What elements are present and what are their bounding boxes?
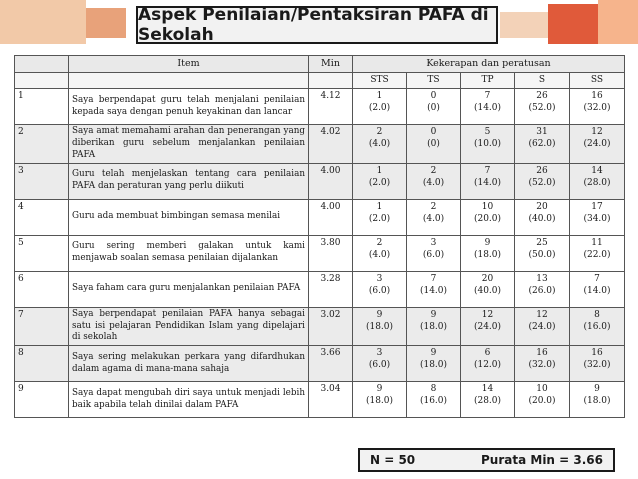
row-frequency-cell bbox=[353, 271, 407, 307]
frequency-percent: (16.0) bbox=[419, 396, 448, 407]
row-item-text: Saya dapat mengubah diri saya untuk menjadi lebih baik apabila telah dinilai dalam PAFA bbox=[69, 382, 309, 418]
decor-block-right bbox=[548, 4, 598, 44]
table-row bbox=[15, 307, 625, 346]
frequency-percent: (18.0) bbox=[419, 360, 448, 371]
frequency-count: 1 bbox=[376, 91, 383, 101]
row-min: 3.28 bbox=[309, 271, 353, 307]
frequency-count: 16 bbox=[591, 91, 603, 101]
row-frequency-cell bbox=[461, 125, 515, 164]
row-min: 3.80 bbox=[309, 235, 353, 271]
table-row bbox=[15, 271, 625, 307]
table-row bbox=[15, 382, 625, 418]
frequency-count: 17 bbox=[591, 201, 603, 212]
table-row bbox=[15, 125, 625, 164]
row-min: 3.66 bbox=[309, 346, 353, 382]
row-frequency-cell bbox=[570, 199, 625, 235]
row-frequency-cell bbox=[407, 125, 461, 164]
row-frequency-cell bbox=[461, 271, 515, 307]
frequency-percent: (14.0) bbox=[583, 285, 611, 296]
frequency-count: 9 bbox=[376, 309, 383, 320]
row-frequency-cell bbox=[515, 163, 570, 199]
scale-tp: TP bbox=[461, 73, 515, 89]
row-item-text: Saya faham cara guru menjalankan penilaian PAFA bbox=[69, 271, 309, 307]
frequency-percent: (6.0) bbox=[422, 249, 445, 260]
frequency-count: 12 bbox=[481, 309, 494, 320]
frequency-percent: (22.0) bbox=[583, 249, 611, 260]
row-frequency-cell bbox=[570, 271, 625, 307]
frequency-percent: (50.0) bbox=[528, 249, 556, 260]
decor-block-right-2 bbox=[598, 0, 638, 44]
frequency-count: 14 bbox=[481, 384, 494, 395]
row-number: 9 bbox=[15, 382, 69, 418]
frequency-count: 13 bbox=[536, 273, 548, 284]
frequency-count: 1 bbox=[376, 165, 383, 176]
row-frequency-cell bbox=[407, 271, 461, 307]
row-number: 2 bbox=[15, 125, 69, 164]
scale-ts: TS bbox=[407, 73, 461, 89]
frequency-count: 9 bbox=[430, 348, 437, 359]
frequency-percent: (6.0) bbox=[368, 360, 391, 371]
frequency-count: 26 bbox=[536, 91, 548, 101]
sample-size: N = 50 bbox=[370, 453, 416, 467]
row-item-text: Saya sering melakukan perkara yang difardhukan dalam agama di mana-mana sahaja bbox=[69, 346, 309, 382]
row-item-text: Guru telah menjelaskan tentang cara penilaian PAFA dan peraturan yang perlu diikuti bbox=[69, 163, 309, 199]
frequency-percent: (14.0) bbox=[419, 285, 448, 296]
frequency-percent: (2.0) bbox=[368, 103, 391, 114]
frequency-percent: (52.0) bbox=[528, 103, 556, 114]
row-frequency-cell bbox=[461, 235, 515, 271]
frequency-count: 2 bbox=[376, 237, 383, 248]
frequency-percent: (14.0) bbox=[473, 103, 502, 114]
row-number: 5 bbox=[15, 235, 69, 271]
frequency-count: 6 bbox=[484, 348, 491, 359]
frequency-percent: (40.0) bbox=[528, 213, 556, 224]
row-frequency-cell bbox=[515, 346, 570, 382]
frequency-percent: (32.0) bbox=[528, 360, 556, 371]
frequency-percent: (18.0) bbox=[419, 321, 448, 332]
frequency-percent: (2.0) bbox=[368, 177, 391, 188]
row-frequency-cell bbox=[515, 271, 570, 307]
row-frequency-cell bbox=[407, 307, 461, 346]
row-frequency-cell bbox=[515, 382, 570, 418]
decor-block-right-3 bbox=[500, 12, 548, 38]
frequency-count: 0 bbox=[430, 91, 437, 101]
frequency-percent: (16.0) bbox=[583, 321, 611, 332]
frequency-count: 7 bbox=[430, 273, 437, 284]
row-item-text: Guru ada membuat bimbingan semasa menilai bbox=[69, 199, 309, 235]
frequency-percent: (2.0) bbox=[368, 213, 391, 224]
frequency-count: 31 bbox=[536, 127, 548, 137]
row-frequency-cell bbox=[570, 125, 625, 164]
frequency-count: 8 bbox=[594, 309, 600, 320]
frequency-count: 9 bbox=[594, 384, 600, 395]
frequency-percent: (4.0) bbox=[422, 213, 445, 224]
frequency-percent: (28.0) bbox=[583, 177, 611, 188]
header-min: Min bbox=[309, 56, 353, 73]
frequency-percent: (34.0) bbox=[583, 213, 611, 224]
row-frequency-cell bbox=[515, 199, 570, 235]
row-frequency-cell bbox=[570, 89, 625, 125]
frequency-count: 26 bbox=[536, 165, 548, 176]
row-frequency-cell bbox=[570, 163, 625, 199]
table-row bbox=[15, 346, 625, 382]
header-item: Item bbox=[69, 56, 309, 73]
decor-block-left bbox=[0, 0, 86, 44]
scale-ss: SS bbox=[570, 73, 625, 89]
overall-mean: Purata Min = 3.66 bbox=[481, 453, 603, 467]
frequency-count: 3 bbox=[430, 237, 437, 248]
header-no bbox=[15, 56, 69, 73]
frequency-percent: (18.0) bbox=[473, 249, 502, 260]
frequency-percent: (0) bbox=[427, 139, 440, 150]
frequency-count: 2 bbox=[376, 127, 383, 137]
row-frequency-cell bbox=[570, 307, 625, 346]
frequency-percent: (12.0) bbox=[473, 360, 502, 371]
row-frequency-cell bbox=[353, 235, 407, 271]
frequency-count: 2 bbox=[430, 201, 437, 212]
frequency-count: 10 bbox=[481, 201, 494, 212]
frequency-count: 3 bbox=[376, 273, 383, 284]
frequency-percent: (28.0) bbox=[473, 396, 502, 407]
row-frequency-cell bbox=[461, 163, 515, 199]
row-number: 6 bbox=[15, 271, 69, 307]
frequency-percent: (52.0) bbox=[528, 177, 556, 188]
frequency-count: 5 bbox=[484, 127, 491, 137]
row-frequency-cell bbox=[407, 163, 461, 199]
row-frequency-cell bbox=[515, 235, 570, 271]
frequency-count: 12 bbox=[536, 309, 548, 320]
decor-block-left-2 bbox=[86, 8, 126, 38]
row-frequency-cell bbox=[515, 125, 570, 164]
frequency-percent: (4.0) bbox=[368, 139, 391, 150]
frequency-count: 8 bbox=[430, 384, 437, 395]
row-min: 3.02 bbox=[309, 307, 353, 346]
header-frequency: Kekerapan dan peratusan bbox=[353, 56, 625, 73]
summary-box bbox=[358, 448, 615, 472]
row-frequency-cell bbox=[353, 163, 407, 199]
row-frequency-cell bbox=[353, 199, 407, 235]
table-row bbox=[15, 89, 625, 125]
row-frequency-cell bbox=[353, 382, 407, 418]
frequency-count: 0 bbox=[430, 127, 437, 137]
row-frequency-cell bbox=[407, 382, 461, 418]
frequency-percent: (18.0) bbox=[365, 396, 394, 407]
frequency-count: 9 bbox=[484, 237, 491, 248]
row-frequency-cell bbox=[353, 125, 407, 164]
frequency-count: 3 bbox=[376, 348, 383, 359]
frequency-count: 7 bbox=[484, 91, 491, 101]
row-item-text: Saya amat memahami arahan dan penerangan yang diberikan guru sebelum menjalankan penilaian PAFA bbox=[69, 125, 309, 164]
frequency-count: 20 bbox=[536, 201, 548, 212]
frequency-percent: (24.0) bbox=[473, 321, 502, 332]
row-frequency-cell bbox=[353, 307, 407, 346]
frequency-percent: (62.0) bbox=[528, 139, 556, 150]
row-frequency-cell bbox=[407, 89, 461, 125]
frequency-count: 20 bbox=[481, 273, 494, 284]
table-row bbox=[15, 163, 625, 199]
frequency-percent: (14.0) bbox=[473, 177, 502, 188]
frequency-percent: (6.0) bbox=[368, 285, 391, 296]
row-frequency-cell bbox=[461, 199, 515, 235]
frequency-count: 14 bbox=[591, 165, 603, 176]
frequency-count: 2 bbox=[430, 165, 437, 176]
table-scale-row bbox=[15, 73, 625, 89]
row-number: 4 bbox=[15, 199, 69, 235]
row-frequency-cell bbox=[461, 382, 515, 418]
row-number: 8 bbox=[15, 346, 69, 382]
frequency-percent: (20.0) bbox=[528, 396, 556, 407]
frequency-percent: (24.0) bbox=[528, 321, 556, 332]
frequency-percent: (32.0) bbox=[583, 360, 611, 371]
scale-sts: STS bbox=[353, 73, 407, 89]
survey-table bbox=[14, 55, 625, 418]
frequency-count: 9 bbox=[430, 309, 437, 320]
row-frequency-cell bbox=[515, 307, 570, 346]
frequency-count: 7 bbox=[594, 273, 600, 284]
row-frequency-cell bbox=[461, 346, 515, 382]
frequency-count: 16 bbox=[536, 348, 548, 359]
frequency-count: 11 bbox=[591, 237, 603, 248]
row-min: 4.00 bbox=[309, 163, 353, 199]
frequency-percent: (18.0) bbox=[365, 321, 394, 332]
row-min: 4.02 bbox=[309, 125, 353, 164]
row-frequency-cell bbox=[407, 199, 461, 235]
scale-s: S bbox=[515, 73, 570, 89]
row-frequency-cell bbox=[353, 346, 407, 382]
row-min: 3.04 bbox=[309, 382, 353, 418]
row-frequency-cell bbox=[461, 307, 515, 346]
frequency-count: 10 bbox=[536, 384, 548, 395]
frequency-percent: (4.0) bbox=[368, 249, 391, 260]
frequency-percent: (32.0) bbox=[583, 103, 611, 114]
row-frequency-cell bbox=[570, 235, 625, 271]
frequency-percent: (0) bbox=[427, 103, 440, 114]
row-min: 4.12 bbox=[309, 89, 353, 125]
row-min: 4.00 bbox=[309, 199, 353, 235]
row-number: 3 bbox=[15, 163, 69, 199]
table-row bbox=[15, 199, 625, 235]
row-frequency-cell bbox=[515, 89, 570, 125]
frequency-percent: (4.0) bbox=[422, 177, 445, 188]
frequency-percent: (20.0) bbox=[473, 213, 502, 224]
frequency-count: 25 bbox=[536, 237, 548, 248]
row-number: 1 bbox=[15, 89, 69, 125]
row-number: 7 bbox=[15, 307, 69, 346]
row-frequency-cell bbox=[407, 235, 461, 271]
slide-title: Aspek Penilaian/Pentaksiran PAFA di Sekolah bbox=[136, 6, 498, 44]
frequency-count: 12 bbox=[591, 127, 603, 137]
row-item-text: Saya berpendapat penilaian PAFA hanya sebagai satu isi pelajaran Pendidikan Islam yang dipelajari di sekolah bbox=[69, 307, 309, 346]
row-item-text: Guru sering memberi galakan untuk kami menjawab soalan semasa penilaian dijalankan bbox=[69, 235, 309, 271]
row-frequency-cell bbox=[461, 89, 515, 125]
table-header-row bbox=[15, 56, 625, 73]
table-row bbox=[15, 235, 625, 271]
frequency-percent: (26.0) bbox=[528, 285, 556, 296]
frequency-count: 7 bbox=[484, 165, 491, 176]
frequency-percent: (18.0) bbox=[583, 396, 611, 407]
row-frequency-cell bbox=[353, 89, 407, 125]
frequency-percent: (40.0) bbox=[473, 285, 502, 296]
row-frequency-cell bbox=[570, 382, 625, 418]
frequency-percent: (24.0) bbox=[583, 139, 611, 150]
row-frequency-cell bbox=[407, 346, 461, 382]
frequency-count: 16 bbox=[591, 348, 603, 359]
frequency-count: 9 bbox=[376, 384, 383, 395]
frequency-count: 1 bbox=[376, 201, 383, 212]
frequency-percent: (10.0) bbox=[473, 139, 502, 150]
row-frequency-cell bbox=[570, 346, 625, 382]
row-item-text: Saya berpendapat guru telah menjalani penilaian kepada saya dengan penuh keyakinan dan lancar bbox=[69, 89, 309, 125]
